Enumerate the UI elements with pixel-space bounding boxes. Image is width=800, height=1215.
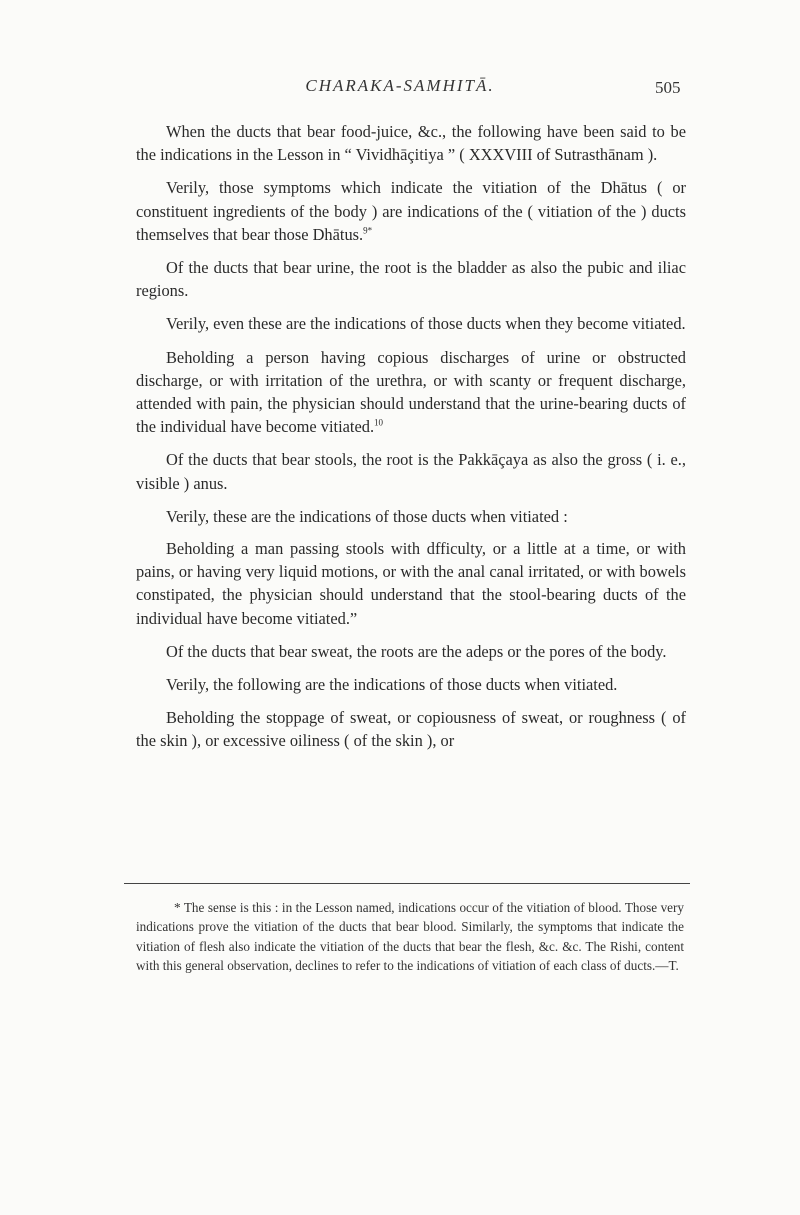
footnote-separator <box>124 883 690 884</box>
paragraph-text: Beholding the stoppage of sweat, or copiousness of sweat, or roughness ( of the skin ), or excessive oiliness ( of the skin ), or <box>136 708 686 751</box>
paragraph-text: Of the ducts that bear stools, the root is the Pakkāçaya as also the gross ( i. e., visible ) anus. <box>136 450 686 493</box>
paragraph <box>136 346 686 439</box>
footnote-marker: 9* <box>363 225 373 236</box>
paragraph-text: Beholding a man passing stools with dfficulty, or a little at a time, or with pains, or having very liquid motions, or with the anal canal irritated, or with bowels constipated, the physician should understand that the stool-bearing ducts of the individual have become vitiated.” <box>136 539 686 628</box>
paragraph-text: When the ducts that bear food-juice, &c., the following have been said to be the indications in the Lesson in “ Vividhāçitiya ” ( XXXVIII of Sutrasthānam ). <box>136 122 686 165</box>
paragraph <box>136 537 686 630</box>
paragraph <box>136 176 686 246</box>
paragraph-text: Verily, even these are the indications of those ducts when they become vitiated. <box>166 314 686 334</box>
page-number: 505 <box>655 78 681 97</box>
paragraph <box>136 640 686 663</box>
paragraph-text: Verily, those symptoms which indicate the vitiation of the Dhātus ( or constituent ingredients of the body ) are indications of the ( vitiation of the ) ducts themselves that bear those Dhātus. <box>136 178 686 244</box>
paragraph <box>136 673 686 696</box>
running-title: CHARAKA-SAMHITĀ. <box>305 76 495 95</box>
paragraph <box>136 505 686 528</box>
paragraph <box>136 448 686 494</box>
footnote <box>136 898 684 976</box>
body-text <box>136 120 686 763</box>
footnote-text: * The sense is this : in the Lesson named, indications occur of the vitiation of blood. Those very indications prove the vitiation of the ducts that bear blood. Similarly, the symptoms that indicate the vitiation of flesh also indicate the vitiation of the ducts that bear the flesh, &c. &c. The Rishi, content with this general observation, declines to refer to the indications of vitiation of each class of ducts.—T. <box>136 900 684 974</box>
paragraph <box>136 256 686 302</box>
paragraph <box>136 120 686 166</box>
paragraph-text: Of the ducts that bear urine, the root is the bladder as also the pubic and iliac regions. <box>136 258 686 301</box>
paragraph-text: Verily, the following are the indications of those ducts when vitiated. <box>166 675 618 695</box>
paragraph-text: Beholding a person having copious discharges of urine or obstructed discharge, or with irritation of the urethra, or with scanty or frequent discharge, attended with pain, the physician should understand that the urine-bearing ducts of the individual have become vitiated. <box>136 347 686 437</box>
paragraph-text: Of the ducts that bear sweat, the roots are the adeps or the pores of the body. <box>166 641 667 661</box>
footnote-marker: 10 <box>374 417 384 428</box>
paragraph <box>136 312 686 335</box>
paragraph-text: Verily, these are the indications of those ducts when vitiated : <box>166 506 568 526</box>
paragraph <box>136 706 686 752</box>
